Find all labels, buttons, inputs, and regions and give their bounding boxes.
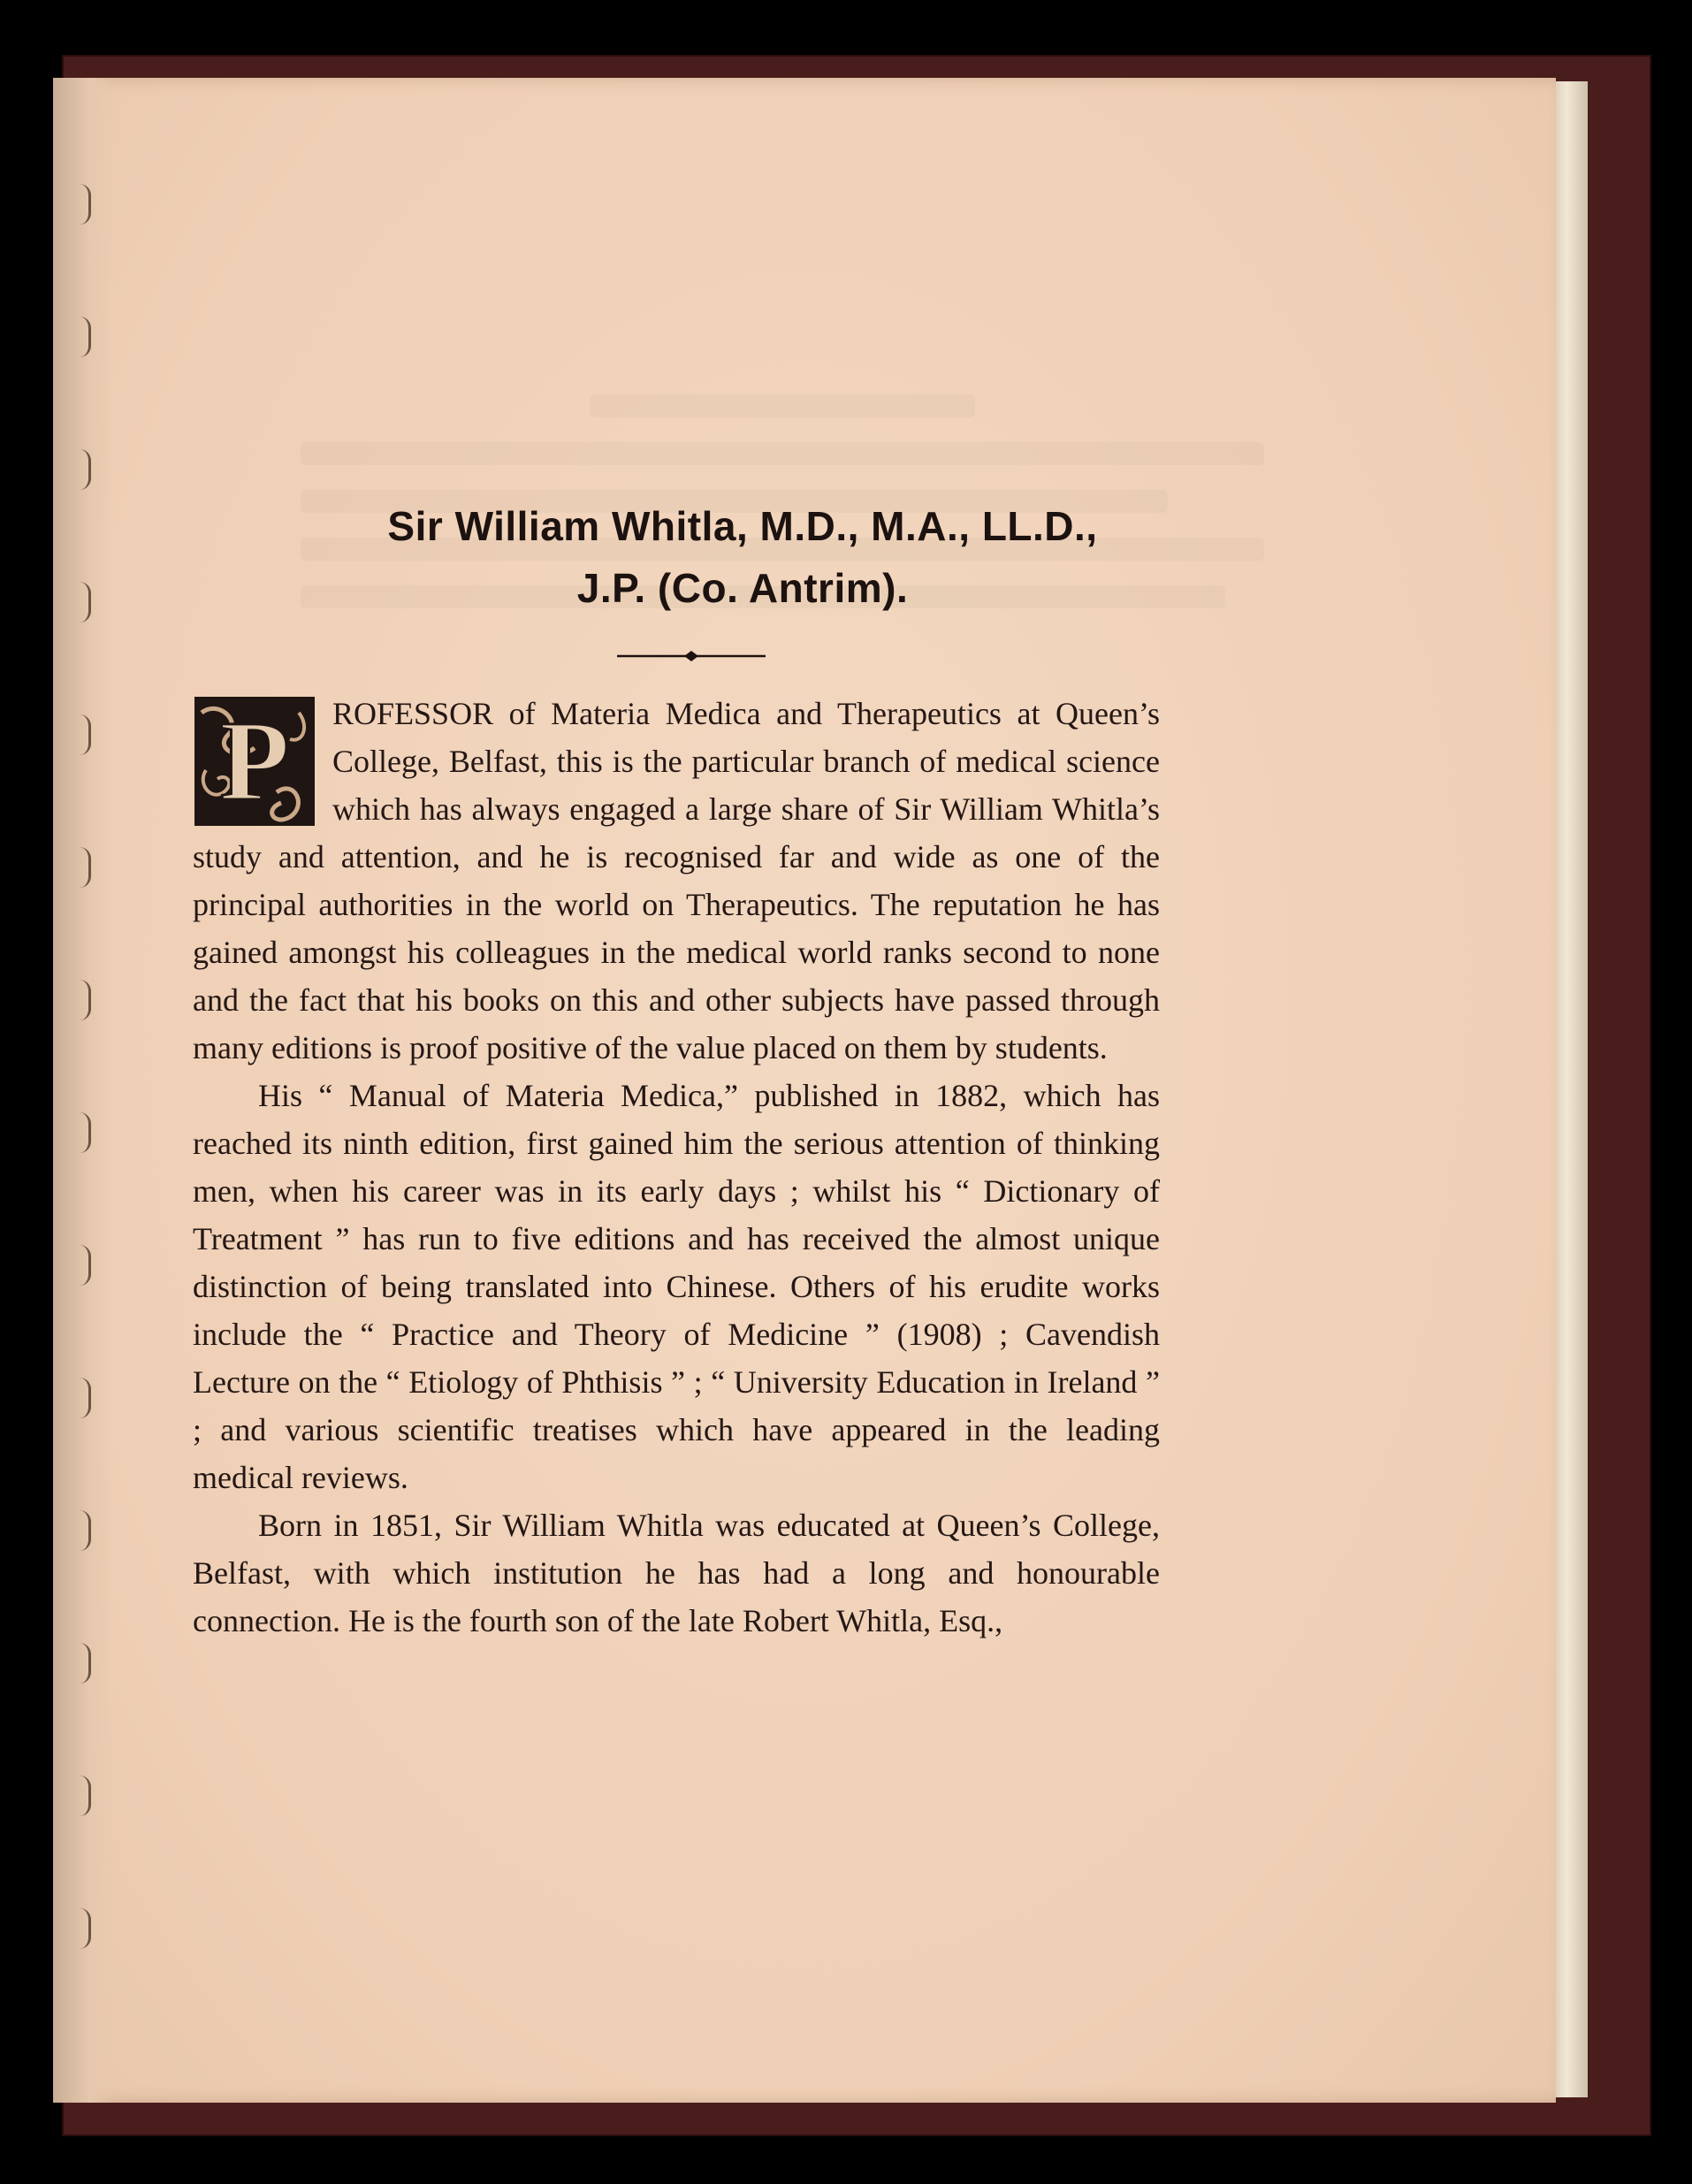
binding-stitch (80, 1112, 91, 1153)
binding-stitch (80, 1643, 91, 1684)
decorative-dropcap-p (193, 695, 316, 828)
dropcap-letter: P (219, 698, 290, 825)
binding-stitch (80, 714, 91, 755)
article-body (193, 690, 1160, 1645)
paragraph-3: Born in 1851, Sir William Whitla was educated at Queen’s College, Belfast, with which institution he has had a long and honourable connection. He is the fourth son of the late Robert Whitla, Esq., (193, 1508, 1160, 1638)
binding-stitch (80, 449, 91, 490)
binding-stitch (80, 1510, 91, 1551)
article-heading (256, 495, 1229, 619)
page-edges (1552, 81, 1588, 2097)
paragraph-2: His “ Manual of Materia Medica,” published in 1882, which has reached its ninth edition, first gained him the serious attention of thinking men, when his career was in its early days ; whilst his “ Dictionary of Treatment ” has run to five editions and has received the almost unique distinction of being translated into Chinese. Others of his erudite works include the “ Practice and Theory of Medicine ” (1908) ; Cavendish Lecture on the “ Etiology of Phthisis ” ; “ University Education in Ireland ” ; and various scientific treatises which have appeared in the leading medical reviews. (193, 1078, 1160, 1495)
binding-stitch (80, 184, 91, 225)
heading-line-2: J.P. (Co. Antrim). (576, 565, 909, 611)
binding-stitch (80, 317, 91, 357)
binding-stitch (80, 1908, 91, 1949)
binding-gutter (53, 78, 115, 2103)
divider-ornament (617, 650, 766, 662)
paragraph-1: ROFESSOR of Materia Medica and Therapeutics at Queen’s College, Belfast, this is the particular branch of medical science which has always engaged a large share of Sir William Whitla’s study and attention, and he is recognised far and wide as one of the principal authorities in the world on Therapeutics. The reputation he has gained amongst his colleagues in the medical world ranks second to none and the fact that his books on this and other subjects have passed through many editions is proof positive of the value placed on them by students. (193, 696, 1160, 1065)
binding-stitch (80, 1378, 91, 1418)
binding-stitch (80, 980, 91, 1020)
binding-stitch (80, 847, 91, 888)
binding-stitch (80, 1775, 91, 1816)
binding-stitch (80, 1245, 91, 1286)
binding-stitch (80, 582, 91, 622)
dropcap-p-icon (193, 695, 316, 828)
heading-line-1: Sir William Whitla, M.D., M.A., LL.D., (387, 503, 1098, 549)
